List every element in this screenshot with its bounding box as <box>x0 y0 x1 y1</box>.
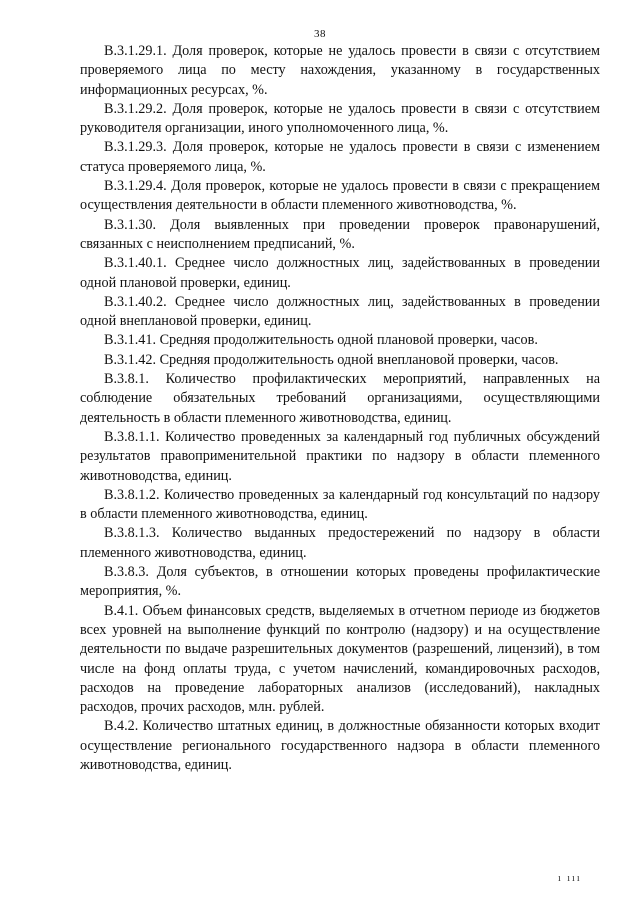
paragraph-b-3-1-29-3: В.3.1.29.3. Доля проверок, которые не удалось провести в связи с изменением статуса проверяемого лица, %. <box>80 139 600 175</box>
paragraph-b-3-1-40-2: В.3.1.40.2. Среднее число должностных лиц, задействованных в проведении одной внеплановой проверки, единиц. <box>80 293 600 330</box>
paragraph-b-4-2: В.4.2. Количество штатных единиц, в должностные обязанности которых входит осуществление регионального государственного надзора в области племенного животноводства, единиц. <box>80 718 600 773</box>
paragraph-b-3-1-29-1: В.3.1.29.1. Доля проверок, которые не удалось провести в связи с отсутствием проверяемого лица по месту нахождения, указанному в государственных информационных ресурсах, %. <box>80 43 600 98</box>
page-number: 38 <box>314 28 326 40</box>
paragraph-b-3-1-42: В.3.1.42. Средняя продолжительность одной внеплановой проверки, часов. <box>104 351 559 368</box>
paragraph-b-3-1-29-2: В.3.1.29.2. Доля проверок, которые не удалось провести в связи с отсутствием руководителя организации, иного уполномоченного лица, %. <box>80 100 600 137</box>
paragraph-b-3-1-41: В.3.1.41. Средняя продолжительность одной плановой проверки, часов. <box>104 332 538 349</box>
document-body <box>80 42 600 775</box>
paragraph-b-4-1: В.4.1. Объем финансовых средств, выделяемых в отчетном периоде из бюджетов всех уровней на выполнение функций по контролю (надзору) и на осуществление деятельности по выдаче разрешительных документов (разрешений, лицензий), в том числе на фонд оплаты труда, с учетом начислений, командировочных расходов, расходов на проведение лабораторных анализов (исследований), накладных расходов, прочих расходов, млн. рублей. <box>80 602 600 716</box>
paragraph-b-3-8-3: В.3.8.3. Доля субъектов, в отношении которых проведены профилактические мероприятия, %. <box>80 564 600 600</box>
paragraph-b-3-8-1-2: В.3.8.1.2. Количество проведенных за календарный год консультаций по надзору в области племенного животноводства, единиц. <box>80 486 600 523</box>
paragraph-b-3-8-1-1: В.3.8.1.1. Количество проведенных за календарный год публичных обсуждений результатов правоприменительной практики по надзору в области племенного животноводства, единиц. <box>80 428 600 484</box>
paragraph-b-3-1-40-1: В.3.1.40.1. Среднее число должностных лиц, задействованных в проведении одной плановой проверки, единиц. <box>80 255 600 291</box>
paragraph-b-3-8-1-3: В.3.8.1.3. Количество выданных предостережений по надзору в области племенного животноводства, единиц. <box>80 525 600 561</box>
paragraph-b-3-8-1: В.3.8.1. Количество профилактических мероприятий, направленных на соблюдение обязательных требований организациями, осуществляющими деятельность в области племенного животноводства, единиц. <box>80 371 600 426</box>
paragraph-b-3-1-29-4: В.3.1.29.4. Доля проверок, которые не удалось провести в связи с прекращением осуществления деятельности в области племенного животноводства, %. <box>80 178 600 214</box>
paragraph-b-3-1-30: В.3.1.30. Доля выявленных при проведении проверок правонарушений, связанных с неисполнением предписаний, %. <box>80 216 600 252</box>
footer-scan-mark: ı ııı <box>558 873 582 884</box>
